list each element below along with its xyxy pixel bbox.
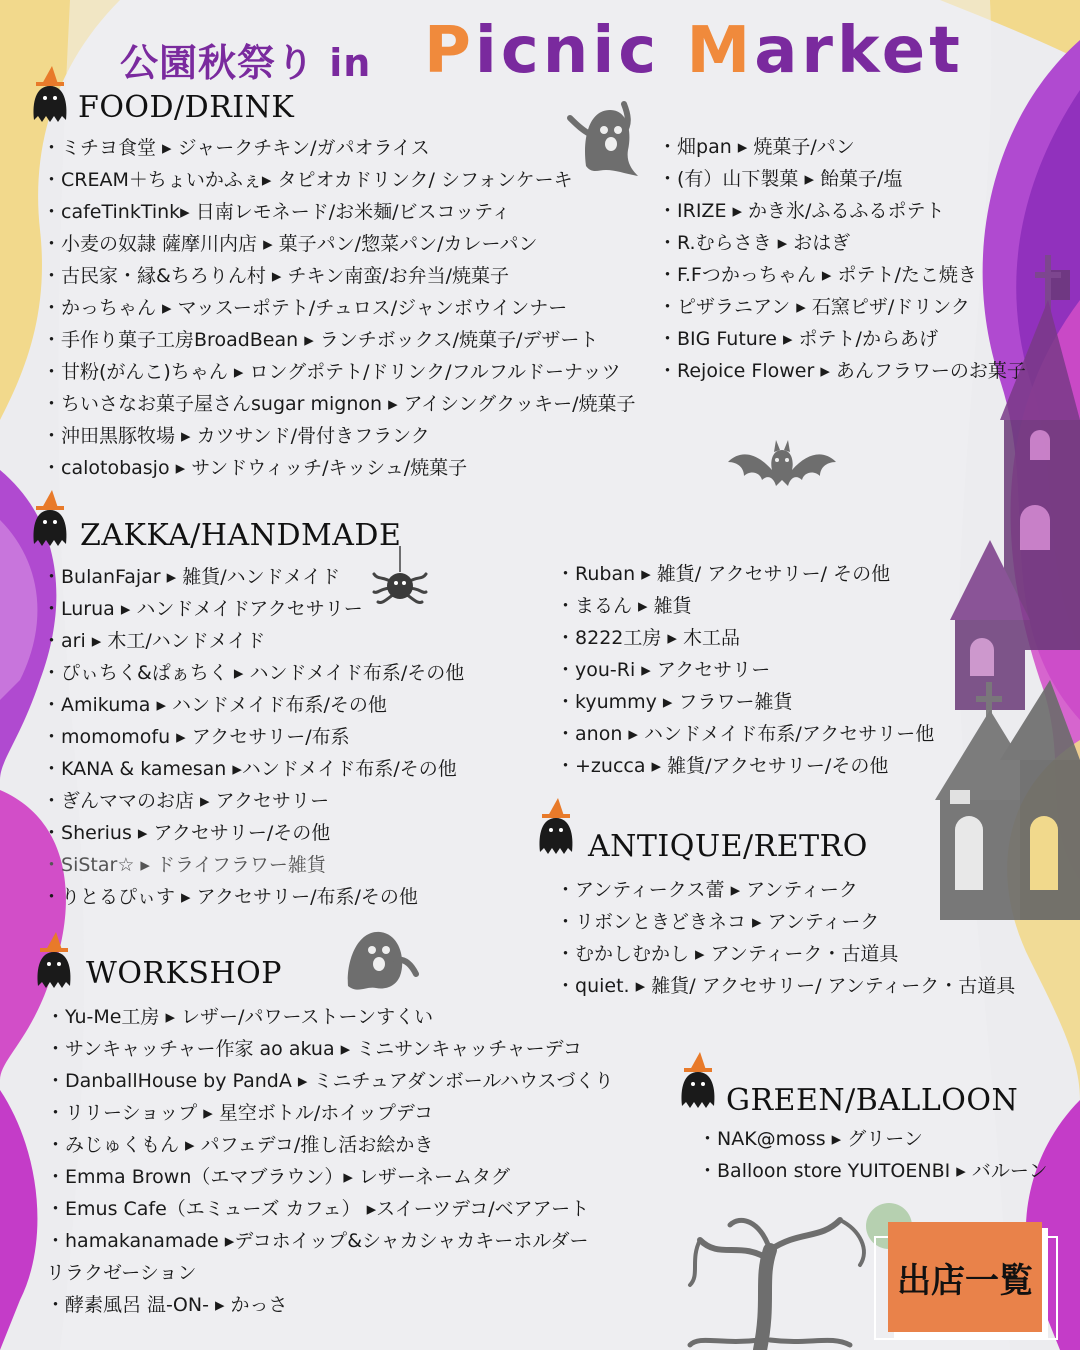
list-item: ・ (有）山下製菓 ▸ 飴菓子/塩 — [658, 163, 1026, 195]
list-item: ・ CREAM＋ちょいかふぇ▸ タピオカドリンク/ シフォンケーキ — [42, 164, 636, 196]
list-item: ・ 手作り菓子工房BroadBean ▸ ランチボックス/焼菓子/デザート — [42, 324, 636, 356]
list-item: ・ Lurua ▸ ハンドメイドアクセサリー — [42, 593, 464, 625]
witch-ghost-icon — [28, 490, 72, 550]
list-item: ・ KANA & kamesan ▸ハンドメイド布系/その他 — [42, 753, 464, 785]
list-item: ・ F.Fつかっちゃん ▸ ポテト/たこ焼き — [658, 259, 1026, 291]
list-item: ・ Yu-Me工房 ▸ レザー/パワーストーンすくい — [46, 1001, 614, 1033]
list-item: ・ Sherius ▸ アクセサリー/その他 — [42, 817, 464, 849]
list-item: ・ りとるぴぃす ▸ アクセサリー/布系/その他 — [42, 881, 464, 913]
list-item: ・ ちいさなお菓子屋さんsugar mignon ▸ アイシングクッキー/焼菓子 — [42, 388, 636, 420]
food-list-left — [42, 132, 636, 484]
list-item: ・ リリーショップ ▸ 星空ボトル/ホイップデコ — [46, 1097, 614, 1129]
list-item: ・ 酵素風呂 温-ON- ▸ かっさ — [46, 1289, 614, 1321]
list-item: ・ DanballHouse by PandA ▸ ミニチュアダンボールハウスづくり — [46, 1065, 614, 1097]
list-item: ・ quiet. ▸ 雑貨/ アクセサリー/ アンティーク・古道具 — [556, 970, 1015, 1002]
list-item: ・ サンキャッチャー作家 ao akua ▸ ミニサンキャッチャーデコ — [46, 1033, 614, 1065]
list-item: ・ ぴぃちく&ぱぁちく ▸ ハンドメイド布系/その他 — [42, 657, 464, 689]
list-item: ・ SiStar☆ ▸ ドライフラワー雑貨 — [42, 849, 464, 881]
ghost-icon — [336, 920, 420, 1000]
bat-icon — [726, 432, 838, 494]
list-item: ・ 8222工房 ▸ 木工品 — [556, 622, 934, 654]
section-heading-food: FOOD/DRINK — [78, 90, 295, 125]
list-item: ・ アンティークス蕾 ▸ アンティーク — [556, 874, 1015, 906]
page-title — [0, 6, 1080, 96]
list-item: ・ R.むらさき ▸ おはぎ — [658, 227, 1026, 259]
list-item: ・ 畑pan ▸ 焼菓子/パン — [658, 131, 1026, 163]
list-item: ・ Amikuma ▸ ハンドメイド布系/その他 — [42, 689, 464, 721]
list-item: ・ BIG Future ▸ ポテト/からあげ — [658, 323, 1026, 355]
list-item: ・ Rejoice Flower ▸ あんフラワーのお菓子 — [658, 355, 1026, 387]
list-item: ・ hamakanamade ▸デコホイップ&シャカシャカキーホルダー — [46, 1225, 614, 1257]
list-item: ・ ぎんママのお店 ▸ アクセサリー — [42, 785, 464, 817]
list-item: ・ calotobasjo ▸ サンドウィッチ/キッシュ/焼菓子 — [42, 452, 636, 484]
list-item: ・ 古民家・縁&ちろりん村 ▸ チキン南蛮/お弁当/焼菓子 — [42, 260, 636, 292]
list-item: ・ 沖田黒豚牧場 ▸ カツサンド/骨付きフランク — [42, 420, 636, 452]
list-item: リラクゼーション — [46, 1262, 197, 1284]
title-en: Picnic Market — [424, 14, 964, 88]
section-heading-green: GREEN/BALLOON — [726, 1083, 1019, 1118]
list-item: ・ 小麦の奴隷 薩摩川内店 ▸ 菓子パン/惣菜パン/カレーパン — [42, 228, 636, 260]
list-item: ・ Emus Cafe（エミューズ カフェ） ▸スイーツデコ/ベアアート — [46, 1193, 614, 1225]
list-item: ・ ミチヨ食堂 ▸ ジャークチキン/ガパオライス — [42, 132, 636, 164]
witch-ghost-icon — [534, 798, 578, 858]
green-list — [698, 1123, 1047, 1187]
list-item: ・ anon ▸ ハンドメイド布系/アクセサリー他 — [556, 718, 934, 750]
list-item: ・ まるん ▸ 雑貨 — [556, 590, 934, 622]
witch-ghost-icon — [32, 932, 76, 992]
list-item: ・ kyummy ▸ フラワー雑貨 — [556, 686, 934, 718]
list-item: ・ cafeTinkTink▸ 日南レモネード/お米麺/ビスコッティ — [42, 196, 636, 228]
list-item: ・ むかしむかし ▸ アンティーク・古道具 — [556, 938, 1015, 970]
workshop-list — [46, 1001, 614, 1321]
list-item: ・ 甘粉(がんこ)ちゃん ▸ ロングポテト/ドリンク/フルフルドーナッツ — [42, 356, 636, 388]
list-item: ・ +zucca ▸ 雑貨/アクセサリー/その他 — [556, 750, 934, 782]
list-item: ・ かっちゃん ▸ マッスーポテト/チュロス/ジャンボウインナー — [42, 292, 636, 324]
food-list-right — [658, 131, 1026, 387]
list-item: ・ ピザラニアン ▸ 石窯ピザ/ドリンク — [658, 291, 1026, 323]
list-item: ・ momomofu ▸ アクセサリー/布系 — [42, 721, 464, 753]
section-heading-antique: ANTIQUE/RETRO — [588, 829, 868, 864]
witch-ghost-icon — [28, 66, 72, 126]
title-jp: 公園秋祭り in — [120, 41, 372, 85]
section-heading-workshop: WORKSHOP — [86, 956, 282, 991]
section-heading-zakka: ZAKKA/HANDMADE — [80, 518, 402, 553]
vendor-list-badge: 出店一覧 — [888, 1222, 1042, 1332]
list-item: ・ you-Ri ▸ アクセサリー — [556, 654, 934, 686]
witch-ghost-icon — [676, 1052, 720, 1112]
antique-list — [556, 874, 1015, 1002]
list-item: ・ Emma Brown（エマブラウン）▸ レザーネームタグ — [46, 1161, 614, 1193]
list-item: ・ リボンときどきネコ ▸ アンティーク — [556, 906, 1015, 938]
zakka-list-left — [42, 561, 464, 913]
list-item: ・ NAK@moss ▸ グリーン — [698, 1123, 1047, 1155]
list-item: ・ Balloon store YUITOENBI ▸ バルーン — [698, 1155, 1047, 1187]
list-item: ・ みじゅくもん ▸ パフェデコ/推し活お絵かき — [46, 1129, 614, 1161]
zakka-list-right — [556, 558, 934, 782]
list-item: ・ Ruban ▸ 雑貨/ アクセサリー/ その他 — [556, 558, 934, 590]
list-item: ・ IRIZE ▸ かき氷/ふるふるポテト — [658, 195, 1026, 227]
list-item: ・ BulanFajar ▸ 雑貨/ハンドメイド — [42, 561, 464, 593]
list-item: ・ ari ▸ 木工/ハンドメイド — [42, 625, 464, 657]
